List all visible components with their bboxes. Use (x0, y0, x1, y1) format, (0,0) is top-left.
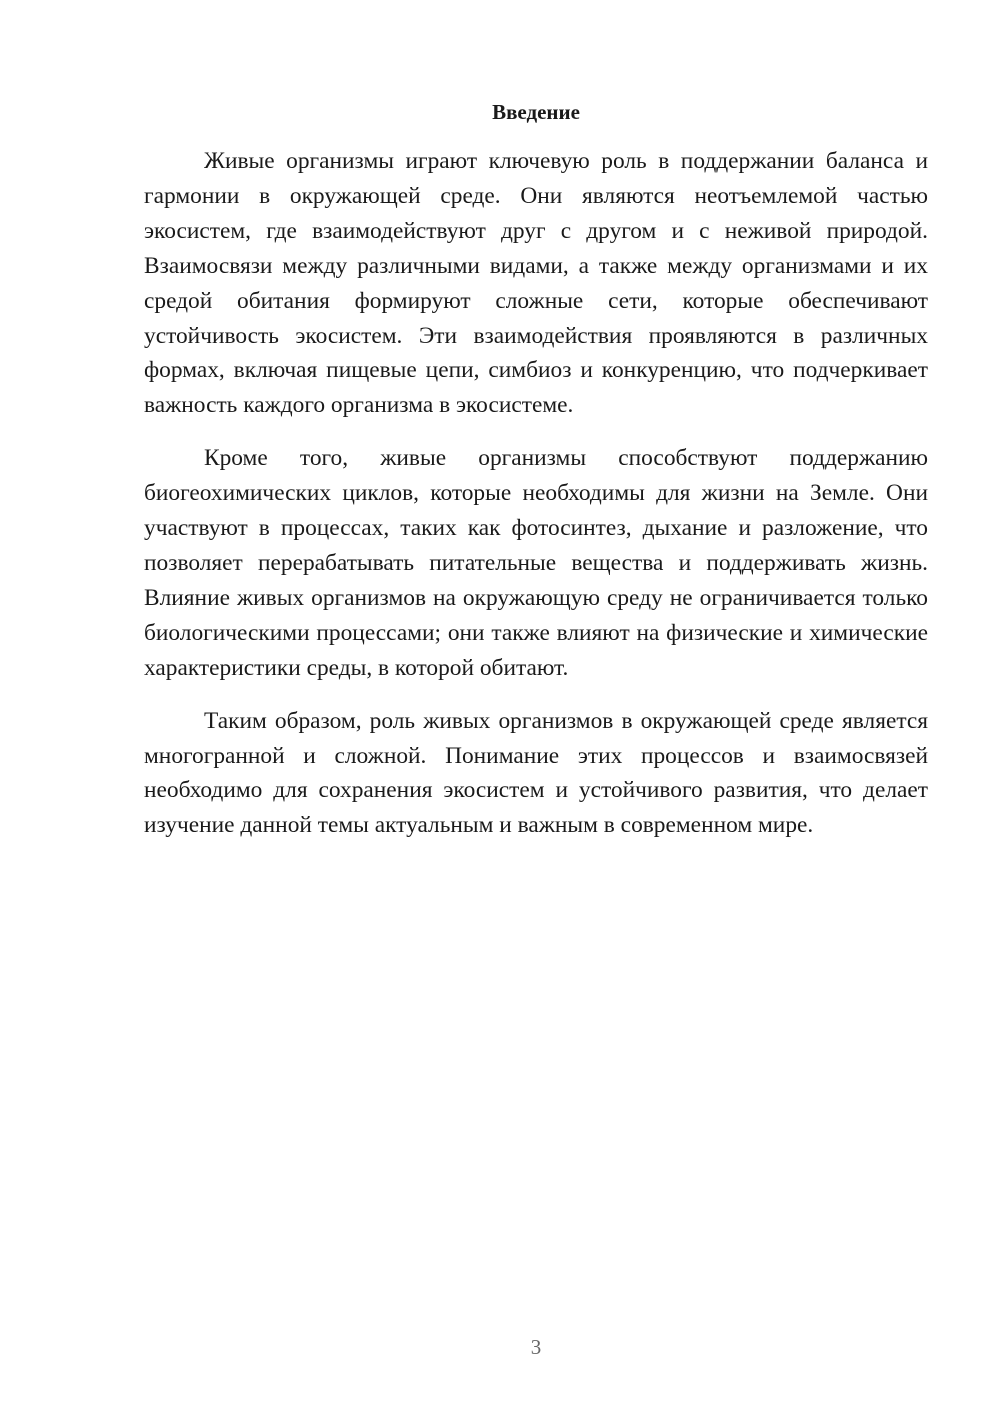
paragraph-1: Живые организмы играют ключевую роль в поддержании баланса и гармонии в окружающей среде. Они являются неотъемлемой частью экосистем, где взаимодействуют друг с другом и с неживой природой. Взаимосвязи между различными видами, а также между организмами и их средой обитания формируют сложные сети, которые обеспечивают устойчивость экосистем. Эти взаимодействия проявляются в различных формах, включая пищевые цепи, симбиоз и конкуренцию, что подчеркивает важность каждого организма в экосистеме. (144, 148, 928, 419)
page-number: 3 (530, 1335, 542, 1359)
paragraph-2: Кроме того, живые организмы способствуют поддержанию биогеохимических циклов, которые необходимы для жизни на Земле. Они участвуют в процессах, таких как фотосинтез, дыхание и разложение, что позволяет перерабатывать питательные вещества и поддерживать жизнь. Влияние живых организмов на окружающую среду не ограничивается только биологическими процессами; они также влияют на физические и химические характеристики среды, в которой обитают. (144, 445, 928, 681)
paragraph-3: Таким образом, роль живых организмов в окружающей среде является многогранной и сложной. Понимание этих процессов и взаимосвязей необходимо для сохранения экосистем и устойчивого развития, что делает изучение данной темы актуальным и важным в современном мире. (144, 707, 928, 839)
body-text (144, 144, 928, 843)
section-heading: Введение (492, 100, 580, 124)
